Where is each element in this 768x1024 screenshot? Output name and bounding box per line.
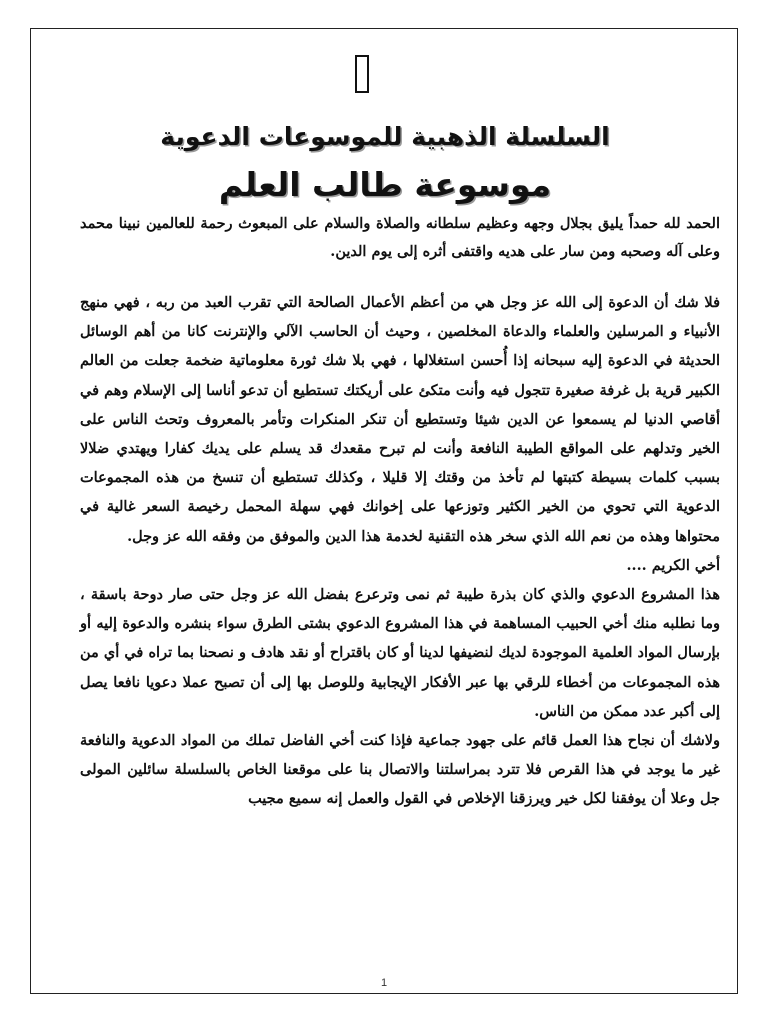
missing-glyph-icon [355,55,369,93]
book-title: موسوعة طالب العلم [218,165,552,204]
paragraph-greeting: أخي الكريم .... [626,556,720,574]
main-body [80,288,720,814]
paragraph-project: هذا المشروع الدعوي والذي كان بذرة طيبة ثم نمى وترعرع بفضل الله عز وجل حتى صار دوحة باسقة ، وما نطلبه منك أخي الحبيب المساهمة في هذا المشروع الدعوي بشتى الطرق سواء بنشره والدعوة إليه أو بإرسال المواد العلمية الموجودة لديك لنضيفها لدينا أو كان باقتراح أو نقد هادف و نصحنا بما تراه في أي من هذه المجموعات من أخطاء للرقي بها عبر الأفكار الإيجابية وللوصل بها إلى أن تصبح عملا دعويا نافعا يصل إلى أكبر عدد ممكن من الناس. [80,586,720,720]
paragraph-dawah: فلا شك أن الدعوة إلى الله عز وجل هي من أعظم الأعمال الصالحة التي تقرب العبد من ربه ، فهي منهج الأنبياء و المرسلين والعلماء والدعاة المخلصين ، وحيث أن الحاسب الآلي والإنترنت كانا من أهم الوسائل الحديثة في الدعوة إليه سبحانه إذا أُحسن استغلالها ، فهي بلا شك ثورة معلوماتية ضخمة جعلت من العالم الكبير قرية بل غرفة صغيرة تتجول فيه وأنت متكئ على أريكتك تستطيع أن تدعو أناسا إلى الإسلام وهم في أقاصي الدنيا لم يسمعوا عن الدين شيئا وتستطيع أن تنكر المنكرات وتأمر بالمعروف وتحث الناس على الخير وتدلهم على المواقع الطيبة النافعة وأنت لم تبرح مقعدك قد يسلم على يديك كفارا ويهتدي ضلالا بسبب كلمات بسيطة كتبتها لم تأخذ من وقتك إلا قليلا ، وكذلك تستطيع أن تنسخ من هذه المجموعات الدعوية التي تحوي من الخير الكثير وتوزعها على إخوانك فهي سهلة المحمل رخيصة السعر غالية في محتواها وهذه من نعم الله الذي سخر هذه التقنية لخدمة هذا الدين والموفق من وفقه الله عز وجل. [80,294,720,545]
series-title: السلسلة الذهبية للموسوعات الدعوية [160,122,610,151]
paragraph-intro: الحمد لله حمداً يليق بجلال وجهه وعظيم سلطانه والصلاة والسلام على المبعوث رحمة للعالمين نبينا محمد وعلى آله وصحبه ومن سار على هديه واقتفى أثره إلى يوم الدين. [80,215,720,260]
intro-block [80,210,720,266]
paragraph-closing: ولاشك أن نجاح هذا العمل قائم على جهود جماعية فإذا كنت أخي الفاضل تملك من المواد الدعوية والنافعة غير ما يوجد في هذا القرص فلا تترد بمراسلتنا والاتصال بنا على موقعنا الخاص بالسلسلة سائلين المولى جل وعلا أن يوفقنا لكل خير ويرزقنا الإخلاص في القول والعمل إنه سميع مجيب [80,732,720,808]
page-number: 1 [380,977,388,989]
